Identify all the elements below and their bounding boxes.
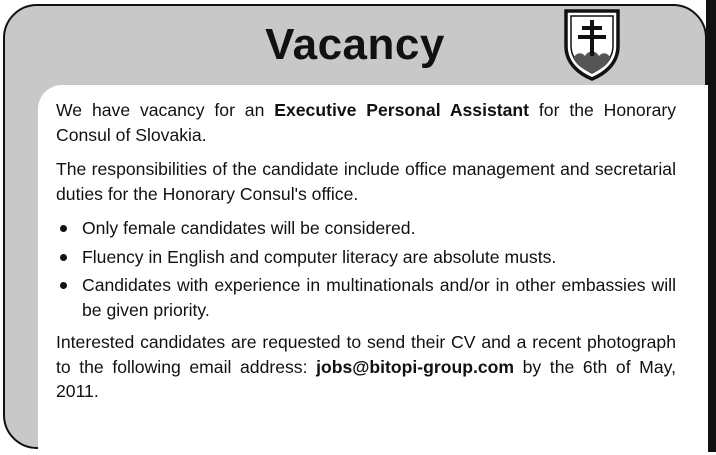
- requirement-text: Fluency in English and computer literacy are absolute musts.: [82, 246, 557, 267]
- ad-title: Vacancy: [265, 20, 445, 69]
- contact-email: jobs@bitopi-group.com: [316, 356, 515, 377]
- bullet-icon: [60, 282, 67, 289]
- requirements-list: [56, 216, 676, 322]
- intro-text: We have vacancy for an: [56, 100, 275, 120]
- requirement-text: Only female candidates will be considered.: [82, 218, 416, 238]
- ad-body: [56, 98, 676, 414]
- responsibilities-paragraph: The responsibilities of the candidate include office management and secretarial duties for the Honorary Consul's office.: [56, 159, 676, 204]
- slovak-coat-of-arms-icon: [562, 8, 622, 82]
- list-item: [56, 273, 676, 322]
- position-title: Executive Personal Assistant: [274, 100, 530, 120]
- intro-text-end: for the Honorary Consul of Slovakia.: [56, 100, 677, 145]
- closing-text: Interested candidates are requested to send their CV and a recent photograph to the following email address:: [56, 332, 676, 377]
- list-item: [56, 216, 676, 241]
- requirement-text: Candidates with experience in multinationals and/or in other embassies will be given priority.: [82, 275, 676, 320]
- closing-paragraph: [56, 330, 676, 404]
- bullet-icon: [60, 225, 67, 232]
- list-item: [56, 245, 676, 270]
- intro-paragraph: [56, 98, 676, 147]
- closing-deadline: by the 6th of May, 2011.: [56, 356, 676, 401]
- bullet-icon: [60, 254, 67, 261]
